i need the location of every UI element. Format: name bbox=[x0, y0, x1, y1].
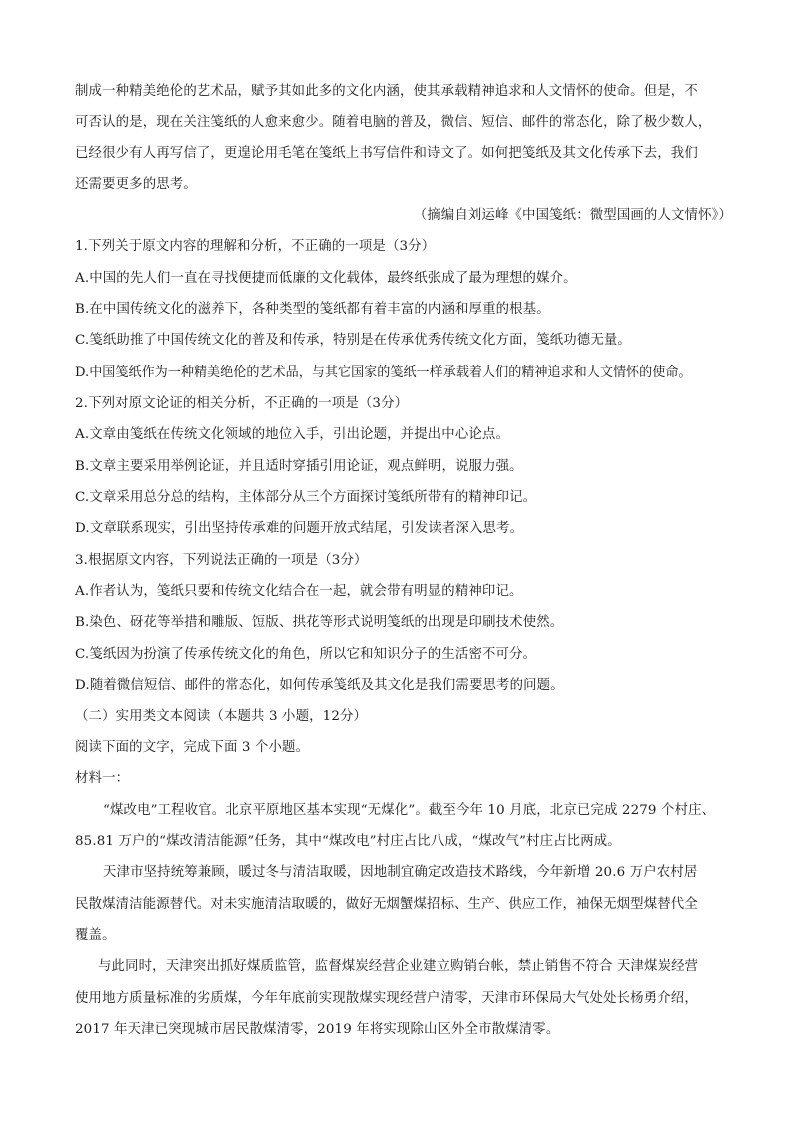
material-paragraph-line: 与此同时，天津突出抓好煤质监管，监督煤炭经营企业建立购销台帐，禁止销售不符合 天津煤炭经营 bbox=[98, 959, 699, 974]
material-paragraph-line: 覆盖。 bbox=[75, 928, 116, 943]
question-2-stem: 2.下列对原文论证的相关分析，不正确的一项是（3分） bbox=[75, 396, 409, 411]
question-2-option-a: A.文章由笺纸在传统文化领域的地位入手，引出论题，并提出中心论点。 bbox=[75, 427, 509, 442]
material-paragraph-line: 使用地方质量标准的劣质煤，今年年底前实现散煤实现经营户清零，天津市环保局大气处处长杨勇介绍， bbox=[75, 991, 698, 1006]
material-paragraph-line: 2017 年天津已突现城市居民散煤清零，2019 年将实现除山区外全市散煤清零。 bbox=[75, 1022, 560, 1037]
section-instruction: 阅读下面的文字，完成下面 3 个小题。 bbox=[75, 740, 310, 755]
material-label: 材料一： bbox=[75, 771, 130, 786]
question-3-option-c: C.笺纸因为扮演了传承传统文化的角色，所以它和知识分子的生活密不可分。 bbox=[75, 647, 537, 662]
question-1-option-c: C.笺纸助推了中国传统文化的普及和传承，特别是在传承优秀传统文化方面，笺纸功德无量。 bbox=[75, 333, 631, 348]
passage-line: 制成一种精美绝伦的艺术品，赋予其如此多的文化内涵，使其承载精神追求和人文情怀的使命。但是，不 bbox=[75, 84, 698, 99]
material-paragraph-line: 85.81 万户的“煤改清洁能源”任务，其中“煤改电”村庄占比八成，“煤改气”村庄占比两成。 bbox=[75, 834, 621, 849]
question-3-option-d: D.随着微信短信、邮件的常态化，如何传承笺纸及其文化是我们需要思考的问题。 bbox=[75, 678, 564, 693]
passage-line: 可否认的是，现在关注笺纸的人愈来愈少。随着电脑的普及，微信、短信、邮件的常态化，除了极少数人， bbox=[75, 115, 712, 130]
material-paragraph-line: “煤改电”工程收官。北京平原地区基本实现“无煤化”。截至今年 10 月底，北京已完成 2279 个村庄、 bbox=[103, 803, 716, 818]
question-2-option-d: D.文章联系现实，引出坚持传承难的问题开放式结尾，引发读者深入思考。 bbox=[75, 521, 524, 536]
question-3-option-b: B.染色、砑花等举措和雕版、饾版、拱花等形式说明笺纸的出现是印刷技术使然。 bbox=[75, 615, 564, 630]
question-2-option-b: B.文章主要采用举例论证，并且适时穿插引用论证，观点鲜明，说服力强。 bbox=[75, 459, 523, 474]
question-3-option-a: A.作者认为，笺纸只要和传统文化结合在一起，就会带有明显的精神印记。 bbox=[75, 584, 523, 599]
question-1-option-a: A.中国的先人们一直在寻找便捷而低廉的文化载体，最终纸张成了最为理想的媒介。 bbox=[75, 271, 577, 286]
question-1-stem: 1.下列关于原文内容的理解和分析，不正确的一项是（3分） bbox=[75, 239, 436, 254]
material-paragraph-line: 民散煤清洁能源替代。对未实施清洁取暖的，做好无烟蟹煤招标、生产、供应工作，袖保无烟型煤替代全 bbox=[75, 897, 698, 912]
question-3-stem: 3.根据原文内容，下列说法正确的一项是（3分） bbox=[75, 553, 368, 568]
passage-line: 已经很少有人再写信了，更遑论用毛笔在笺纸上书写信件和诗文了。如何把笺纸及其文化传承下去，我们 bbox=[75, 146, 698, 161]
section-heading: （二）实用类文本阅读（本题共 3 小题，12分） bbox=[75, 709, 368, 724]
material-paragraph-line: 天津市坚持统筹兼顾，暖过冬与清洁取暖，因地制宜确定改造技术路线，今年新增 20.6 万户农村居 bbox=[103, 865, 698, 880]
passage-source: （摘编自刘运峰《中国笺纸：微型国画的人文情怀》） bbox=[413, 208, 732, 223]
question-2-option-c: C.文章采用总分总的结构，主体部分从三个方面探讨笺纸所带有的精神印记。 bbox=[75, 490, 537, 505]
question-1-option-b: B.在中国传统文化的滋养下，各种类型的笺纸都有着丰富的内涵和厚重的根基。 bbox=[75, 302, 550, 317]
question-1-option-d: D.中国笺纸作为一种精美绝伦的艺术品，与其它国家的笺纸一样承载着人们的精神追求和人文情怀的使命。 bbox=[75, 365, 692, 380]
passage-line: 还需要更多的思考。 bbox=[75, 177, 197, 192]
